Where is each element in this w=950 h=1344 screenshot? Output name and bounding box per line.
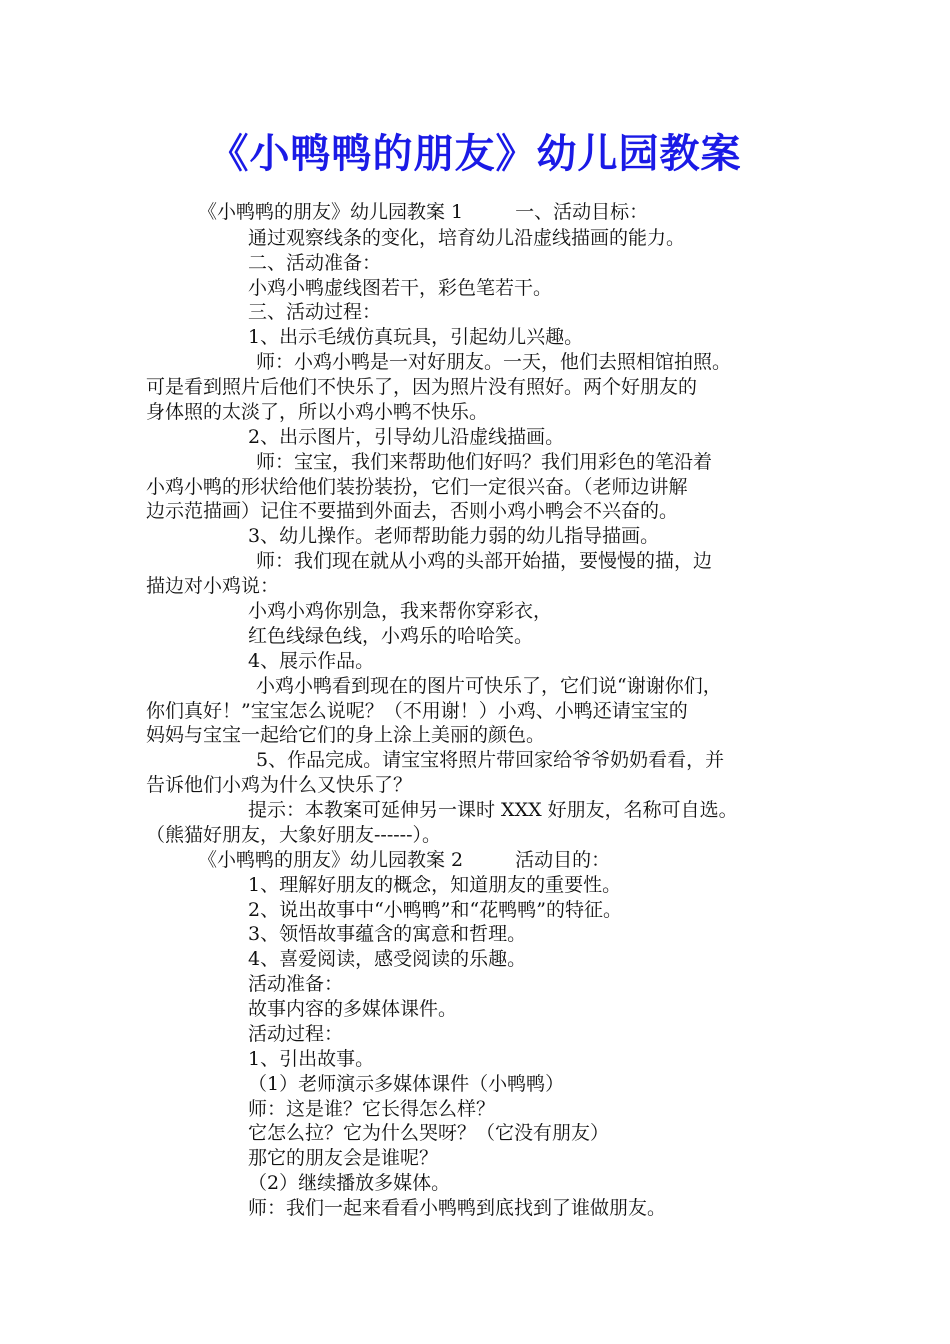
paragraph-line: 小鸡小鸭的形状给他们装扮装扮，它们一定很兴奋。（老师边讲解	[146, 476, 688, 498]
section2-prep: 故事内容的多媒体课件。	[248, 998, 458, 1020]
section1-prep-heading: 二、活动准备：	[248, 252, 382, 274]
paragraph-line: 你们真好！”宝宝怎么说呢？（不用谢！）小鸡、小鸭还请宝宝的	[146, 700, 688, 722]
paragraph-line: 描边对小鸡说：	[146, 575, 280, 597]
paragraph-line: 师：小鸡小鸭是一对好朋友。一天，他们去照相馆拍照。	[256, 351, 732, 373]
goal-item: 4、喜爱阅读，感受阅读的乐趣。	[248, 948, 527, 970]
section2-step1: 1、引出故事。	[248, 1048, 375, 1070]
section1-step3: 3、幼儿操作。老师帮助能力弱的幼儿指导描画。	[248, 525, 660, 547]
sub-step: （2）继续播放多媒体。	[248, 1172, 451, 1194]
paragraph-line: 告诉他们小鸡为什么又快乐了？	[146, 774, 413, 796]
section1-goal: 通过观察线条的变化，培育幼儿沿虚线描画的能力。	[248, 227, 686, 249]
dialogue-line: 它怎么拉？它为什么哭呀？（它没有朋友）	[248, 1122, 610, 1144]
paragraph-line: 5、作品完成。请宝宝将照片带回家给爷爷奶奶看看，并	[256, 749, 725, 771]
paragraph-line: 师：宝宝，我们来帮助他们好吗？我们用彩色的笔沿着	[256, 451, 713, 473]
paragraph-line: 小鸡小鸭看到现在的图片可快乐了，它们说“谢谢你们，	[256, 675, 722, 697]
section1-prep: 小鸡小鸭虚线图若干，彩色笔若干。	[248, 277, 553, 299]
goal-item: 3、领悟故事蕴含的寓意和哲理。	[248, 923, 527, 945]
goal-item: 2、说出故事中“小鸭鸭”和“花鸭鸭”的特征。	[248, 899, 622, 921]
section2-heading-line	[198, 848, 610, 872]
paragraph-line: 可是看到照片后他们不快乐了，因为照片没有照好。两个好朋友的	[146, 376, 698, 398]
section2-process-heading: 活动过程：	[248, 1023, 344, 1045]
section1-step2: 2、出示图片，引导幼儿沿虚线描画。	[248, 426, 565, 448]
section2-heading: 《小鸭鸭的朋友》幼儿园教案 2	[198, 849, 464, 871]
paragraph-line: 妈妈与宝宝一起给它们的身上涂上美丽的颜色。	[146, 724, 546, 746]
paragraph-line: 身体照的太淡了，所以小鸡小鸭不快乐。	[146, 401, 489, 423]
paragraph-line: 师：我们现在就从小鸡的头部开始描，要慢慢的描，边	[256, 550, 713, 572]
dialogue-line: 师：这是谁？它长得怎么样？	[248, 1098, 496, 1120]
sub-step: （1）老师演示多媒体课件（小鸭鸭）	[248, 1073, 565, 1095]
section1-process-heading: 三、活动过程：	[248, 301, 382, 323]
tip-line: （熊猫好朋友，大象好朋友------）。	[146, 824, 442, 846]
section2-prep-heading: 活动准备：	[248, 973, 344, 995]
section1-goal-heading: 一、活动目标：	[515, 201, 649, 223]
section1-heading-line	[198, 200, 648, 224]
dialogue-line: 师：我们一起来看看小鸭鸭到底找到了谁做朋友。	[248, 1197, 667, 1219]
document-title: 《小鸭鸭的朋友》幼儿园教案	[208, 130, 742, 177]
section2-goal-heading: 活动目的：	[515, 849, 611, 871]
paragraph-line: 边示范描画）记住不要描到外面去，否则小鸡小鸭会不兴奋的。	[146, 500, 679, 522]
section1-step1: 1、出示毛绒仿真玩具，引起幼儿兴趣。	[248, 326, 584, 348]
section1-step4: 4、展示作品。	[248, 650, 375, 672]
goal-item: 1、理解好朋友的概念，知道朋友的重要性。	[248, 874, 622, 896]
section1-heading: 《小鸭鸭的朋友》幼儿园教案 1	[198, 201, 464, 223]
rhyme-line: 小鸡小鸡你别急，我来帮你穿彩衣，	[248, 600, 553, 622]
dialogue-line: 那它的朋友会是谁呢？	[248, 1147, 439, 1169]
rhyme-line: 红色线绿色线，小鸡乐的哈哈笑。	[248, 625, 534, 647]
tip-line: 提示：本教案可延伸另一课时 XXX 好朋友，名称可自选。	[248, 799, 738, 821]
